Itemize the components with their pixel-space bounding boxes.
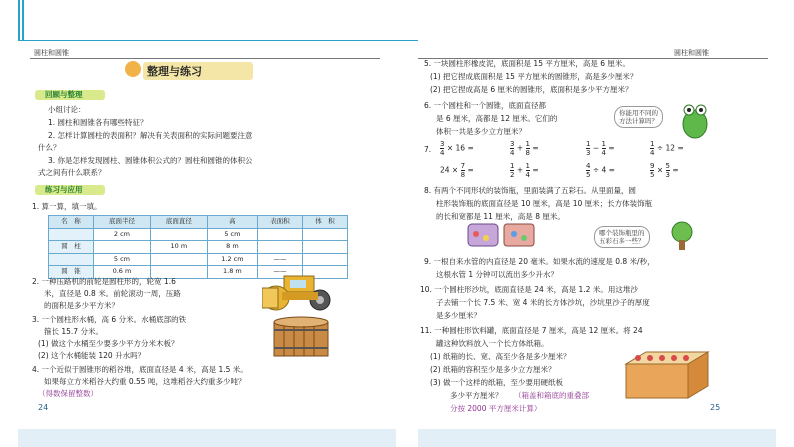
table-header: 底面直径 [150,216,207,229]
exercise-10c: 是多少厘米？ [436,311,481,320]
table-header: 名 称 [49,216,94,229]
math-text: ÷ 4 = [590,165,615,175]
table-header: 表面积 [257,216,302,229]
denominator: 8 [460,171,466,179]
table-cell: 0.6 m [93,266,150,279]
exercise-3c: (1) 做这个水桶至少要多少平方分米木板？ [38,339,179,348]
table-cell: —— [257,253,302,266]
numerator: 1 [601,140,606,148]
page-title: 整理与练习 [147,65,202,78]
math-text: 24 × [440,165,461,175]
running-head-left: 圆柱和圆锥 [34,49,69,57]
exercise-5a: 5. 一块圆柱形橡皮泥，底面积是 15 平方厘米，高是 6 厘米。 [424,59,630,68]
exercise-6a: 6. 一个圆柱和一个圆锥，底面直径都 [424,101,547,110]
table-row [49,241,348,254]
exercise-2a: 2. 一种压路机的前轮是圆柱形的，轮宽 1.6 [32,277,176,286]
table-row [49,253,348,266]
denominator: 8 [525,149,530,157]
numerator: 1 [525,162,530,170]
math-expression [440,140,474,157]
exercise-5b: (1) 把它捏成底面积是 15 平方厘米的圆锥形，高是多少厘米？ [430,72,638,81]
math-expression [510,140,539,157]
frog-mascot-icon [678,100,712,140]
denominator: 4 [650,149,655,157]
math-text: = [530,165,539,175]
hint-bubble-methods [614,106,663,128]
exercise-4a: 4. 一个近似于圆锥形的稻谷堆，底面直径是 4 米，高是 1.5 米。 [32,365,248,374]
math-text: = [606,143,615,153]
exercise-9a: 9. 一根自来水管的内直径是 20 毫米。如果水流的速度是 0.8 米/秒， [424,257,655,266]
section-review: 回顾与整理 [45,90,83,99]
table-cell [257,228,302,241]
page-number-right: 25 [710,403,721,412]
numerator: 5 [665,162,670,170]
exercise-11f: 多少平方厘米？ [450,391,503,400]
hint-line: 方法计算吗？ [619,117,658,125]
question-3b: 式之间有什么联系？ [38,168,106,177]
denominator: 3 [665,171,670,179]
footer-band-left [18,429,396,447]
exercise-11b: 罐这种饮料放入一个长方体纸箱。 [436,339,549,348]
table-cell: 5 cm [207,228,257,241]
table-cell: 2 cm [93,228,150,241]
table-header-row [49,216,348,229]
table-header: 底面半径 [93,216,150,229]
teacher-icon [125,61,141,77]
question-1: 1. 圆柱和圆锥各有哪些特征？ [48,118,148,127]
table-header: 体 积 [302,216,347,229]
decorative-jars-illustration [466,222,536,248]
table-cell [93,241,150,254]
hint-line: 你能用不同的 [619,109,658,117]
table-cell [150,228,207,241]
table-cell: 5 cm [93,253,150,266]
exercise-9b: 这根水管 1 分钟可以流出多少升水？ [436,270,559,279]
denominator: 5 [650,171,655,179]
table-cell: 10 m [150,241,207,254]
denominator: 3 [586,149,591,157]
table-cell: 圆 锥 [49,266,94,279]
table-cell [302,228,347,241]
math-expression [586,140,615,157]
table-header: 高 [207,216,257,229]
exercise-2c: 的面积是多少平方米？ [44,301,119,310]
hint-line: 哪个装饰瓶里的 [599,229,645,237]
math-expression [650,140,684,157]
header-rule [18,40,418,41]
table-cell: 1.2 cm [207,253,257,266]
math-text: × 16 = [444,143,474,153]
exercise-5c: (2) 把它捏成高是 6 厘米的圆锥形，底面积是多少平方厘米？ [430,85,633,94]
question-2a: 2. 怎样计算圆柱的表面积？解决有关表面积的实际问题要注意 [48,131,253,140]
data-table [48,215,348,279]
denominator: 4 [510,149,515,157]
table-cell [150,253,207,266]
math-text: − [590,143,602,153]
exercise-11h: 分按 2000 平方厘米计算） [450,404,542,413]
table-cell: —— [257,266,302,279]
exercise-11c: (1) 纸箱的长、宽、高至少各是多少厘米？ [430,352,571,361]
right-page [418,44,768,414]
table-cell: 1.8 m [207,266,257,279]
table-cell [302,253,347,266]
math-expression [650,162,679,179]
footer-band-right [418,429,776,447]
denominator: 4 [601,149,606,157]
numerator: 1 [650,140,655,148]
table-cell [49,253,94,266]
denominator: 4 [440,149,445,157]
exercise-3a: 3. 一个圆柱形水桶，高 6 分米。水桶底部的铁 [32,315,187,324]
discuss-intro: 小组讨论： [48,105,86,114]
exercise-11d: (2) 纸箱的容积至少是多少立方厘米？ [430,365,556,374]
math-expression [510,162,539,179]
denominator: 2 [510,171,515,179]
question-2b: 什么？ [38,143,61,152]
binding-bar-right [22,0,24,40]
table-cell: 8 m [207,241,257,254]
table-row [49,228,348,241]
exercise-2b: 米，直径是 0.8 米。前轮滚动一周，压路 [44,289,181,298]
exercise-3b: 箍长 15.7 分米。 [44,327,103,336]
math-text: + [514,165,526,175]
numerator: 9 [650,162,655,170]
numerator: 3 [440,140,445,148]
section-practice: 练习与应用 [45,185,83,194]
numerator: 3 [510,140,515,148]
math-text: + [514,143,526,153]
road-roller-illustration [262,272,340,312]
running-head-right: 圆柱和圆锥 [674,49,709,57]
exercise-11e: (3) 做一个这样的纸箱，至少要用硬纸板 [430,378,564,387]
exercise-4c: （得数保留整数） [38,389,98,398]
tree-mascot-icon [666,220,698,252]
binding-bar-left [18,0,20,40]
hint-line: 五彩石多一些？ [599,237,645,245]
page-number-left: 24 [38,403,49,412]
math-text: ÷ 12 = [654,143,684,153]
left-page [30,44,380,414]
question-3a: 3. 你是怎样发现圆柱、圆锥体积公式的？圆柱和圆锥的体积公 [48,156,253,165]
math-expression [586,162,615,179]
numerator: 4 [586,162,591,170]
hint-bubble-jars [594,226,650,248]
carton-of-cans-illustration [618,344,714,402]
exercise-3d: (2) 这个水桶能装 120 升水吗？ [38,351,146,360]
exercise-10b: 子去铺一个长 7.5 米、宽 4 米的长方体沙坑，沙坑里沙子的厚度 [436,298,650,307]
numerator: 1 [510,162,515,170]
numerator: 1 [586,140,591,148]
table-cell [257,241,302,254]
exercise-11g: （箱盖和箱底的重叠部 [514,391,589,400]
exercise-8b: 柱形装饰瓶的底面直径是 10 厘米，高是 10 厘米；长方体装饰瓶 [436,199,653,208]
exercise-6b: 是 6 厘米，高都是 12 厘米。它们的 [436,114,558,123]
table-cell [49,228,94,241]
exercise-8a: 8. 有两个不同形状的装饰瓶，里面装满了五彩石。从里面量，圆 [424,186,637,195]
math-text: = [670,165,679,175]
denominator: 4 [525,171,530,179]
numerator: 7 [460,162,466,170]
exercise-1: 1. 算一算，填一填。 [32,202,102,211]
math-text: = [465,165,474,175]
exercise-6c: 体积一共是多少立方厘米？ [436,127,526,136]
wooden-bucket-illustration [270,316,332,360]
table-cell: 圆 柱 [49,241,94,254]
table-cell [302,241,347,254]
math-expression [440,162,474,179]
exercise-10a: 10. 一个圆柱形沙坑，底面直径是 24 米，高是 1.2 米。用这堆沙 [420,285,638,294]
exercise-11a: 11. 一种圆柱形饮料罐，底面直径是 7 厘米，高是 12 厘米。将 24 [420,326,643,335]
denominator: 5 [586,171,591,179]
math-text: = [530,143,539,153]
exercise-8c: 的长和宽都是 11 厘米，高是 8 厘米。 [436,212,565,221]
math-text: × [654,165,666,175]
exercise-4b: 如果每立方米稻谷大约重 0.55 吨，这堆稻谷大约重多少吨？ [44,377,246,386]
exercise-7-label: 7. [424,145,432,154]
numerator: 1 [525,140,530,148]
